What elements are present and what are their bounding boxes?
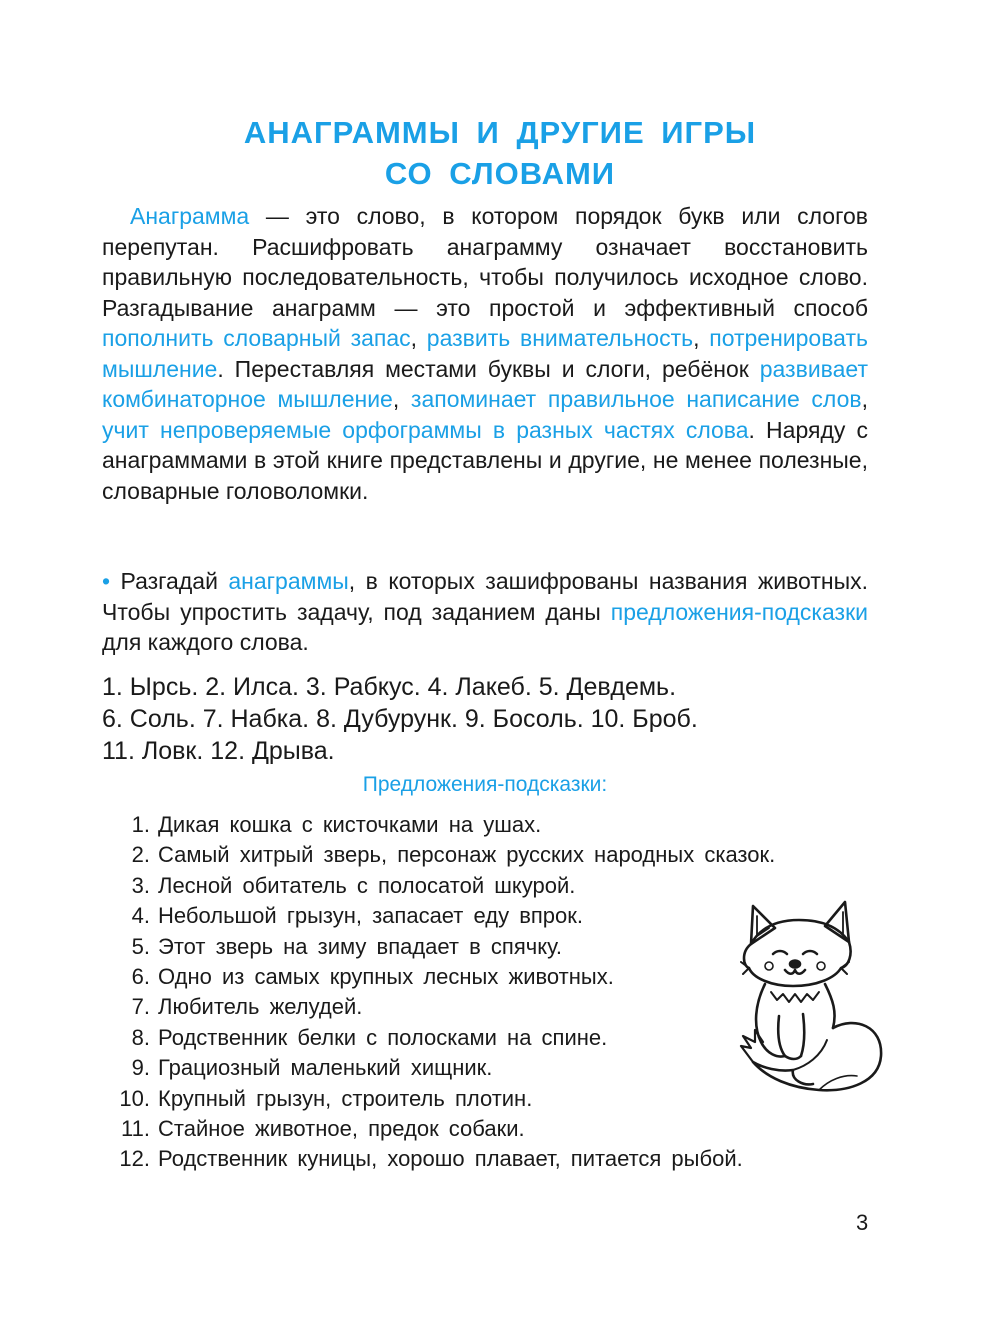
hint-text: Самый хитрый зверь, персонаж русских народных сказок.: [158, 842, 776, 868]
hint-item: [102, 840, 775, 870]
hint-number: 8.: [131, 1024, 150, 1050]
hint-number: 3.: [131, 872, 150, 898]
hint-text: Любитель желудей.: [158, 994, 363, 1020]
intro-paragraph: [102, 201, 868, 506]
bullet-icon: •: [102, 568, 111, 594]
hint-text: Одно из самых крупных лесных животных.: [158, 964, 614, 990]
hint-text: Лесной обитатель с полосатой шкурой.: [158, 872, 576, 898]
anagram-line: 11. Ловк. 12. Дрыва.: [102, 737, 335, 765]
fox-illustration: [733, 896, 885, 1096]
highlighted-term: развить внимательность: [426, 325, 694, 351]
hint-number: 6.: [131, 964, 150, 990]
body-text: , в которых зашифрованы названия животных. Чтобы упростить задачу, под заданием даны: [102, 568, 869, 625]
hint-item: [102, 810, 775, 840]
body-text: . Наряду с анаграммами в этой книге представлены и другие, не менее полезные, словарные головоломки.: [102, 416, 868, 504]
hint-number: 1.: [131, 812, 150, 837]
hint-number: 11.: [121, 1116, 150, 1142]
body-text: ,: [861, 386, 868, 412]
body-text: для каждого слова.: [102, 629, 309, 655]
hint-item: [102, 1053, 775, 1083]
hint-text: Небольшой грызун, запасает еду впрок.: [158, 903, 584, 929]
hint-item: [102, 901, 775, 931]
highlighted-term: пополнить словарный запас: [102, 325, 411, 351]
hint-number: 5.: [131, 933, 150, 959]
body-text: — это слово, в котором порядок букв или слогов перепутан. Расшифровать анаграмму означает восстановить правильную последовательность, чтобы получилось исходное слово. Разгадывание анаграмм — это простой и эффективный способ: [102, 203, 868, 321]
hints-list: [102, 810, 775, 1175]
anagram-line: 6. Соль. 7. Набка. 8. Дубурунк. 9. Босоль. 10. Броб.: [102, 705, 698, 733]
highlighted-term: Анаграмма: [130, 203, 250, 229]
hint-text: Родственник куницы, хорошо плавает, питается рыбой.: [158, 1146, 743, 1172]
hint-item: [102, 1023, 775, 1053]
hint-number: 10.: [119, 1085, 150, 1111]
hint-number: 2.: [131, 842, 150, 868]
hint-item: [102, 962, 775, 992]
page-title: [0, 112, 1000, 194]
page-title-line-2: СО СЛОВАМИ: [384, 156, 616, 191]
hint-text: Стайное животное, предок собаки.: [158, 1116, 525, 1142]
body-text: . Переставляя местами буквы и слоги, ребёнок: [217, 355, 760, 382]
hint-number: 7.: [131, 994, 150, 1020]
hint-number: 12.: [119, 1146, 150, 1172]
body-text: Разгадай: [110, 568, 229, 594]
highlighted-term: развивает комбинаторное мышление: [102, 355, 868, 412]
body-text: ,: [392, 386, 411, 412]
body-text: ,: [410, 325, 427, 351]
hint-item: [102, 992, 775, 1022]
hint-text: Грациозный маленький хищник.: [158, 1055, 493, 1081]
hint-item: [102, 1114, 775, 1144]
highlighted-term: учит непроверяемые орфограммы в разных частях слова: [102, 416, 749, 443]
hint-text: Родственник белки с полосками на спине.: [158, 1024, 608, 1050]
highlighted-term: предложения-подсказки: [610, 598, 868, 625]
hint-item: [102, 1144, 775, 1174]
anagram-list: [102, 671, 892, 767]
page-title-line-1: АНАГРАММЫ И ДРУГИЕ ИГРЫ: [243, 115, 757, 150]
hint-number: 4.: [131, 903, 150, 929]
highlighted-term: потренировать мышление: [102, 325, 868, 382]
hints-heading: Предложения-подсказки:: [362, 773, 608, 796]
page-number: 3: [856, 1210, 869, 1235]
hint-text: Этот зверь на зиму впадает в спячку.: [158, 933, 562, 959]
body-text: ,: [693, 325, 710, 351]
task-paragraph: [102, 566, 868, 658]
hint-item: [102, 932, 775, 962]
hint-text: Крупный грызун, строитель плотин.: [158, 1085, 533, 1111]
highlighted-term: запоминает правильное написание слов: [410, 386, 862, 412]
task-text: [102, 568, 868, 655]
anagram-line: 1. Ырсь. 2. Илса. 3. Рабкус. 4. Лакеб. 5. Девдемь.: [102, 673, 677, 701]
hint-item: [102, 1084, 775, 1114]
hint-number: 9.: [131, 1055, 150, 1081]
highlighted-term: анаграммы: [228, 568, 349, 594]
hint-text: Дикая кошка с кисточками на ушах.: [158, 812, 542, 837]
hint-item: [102, 871, 775, 901]
